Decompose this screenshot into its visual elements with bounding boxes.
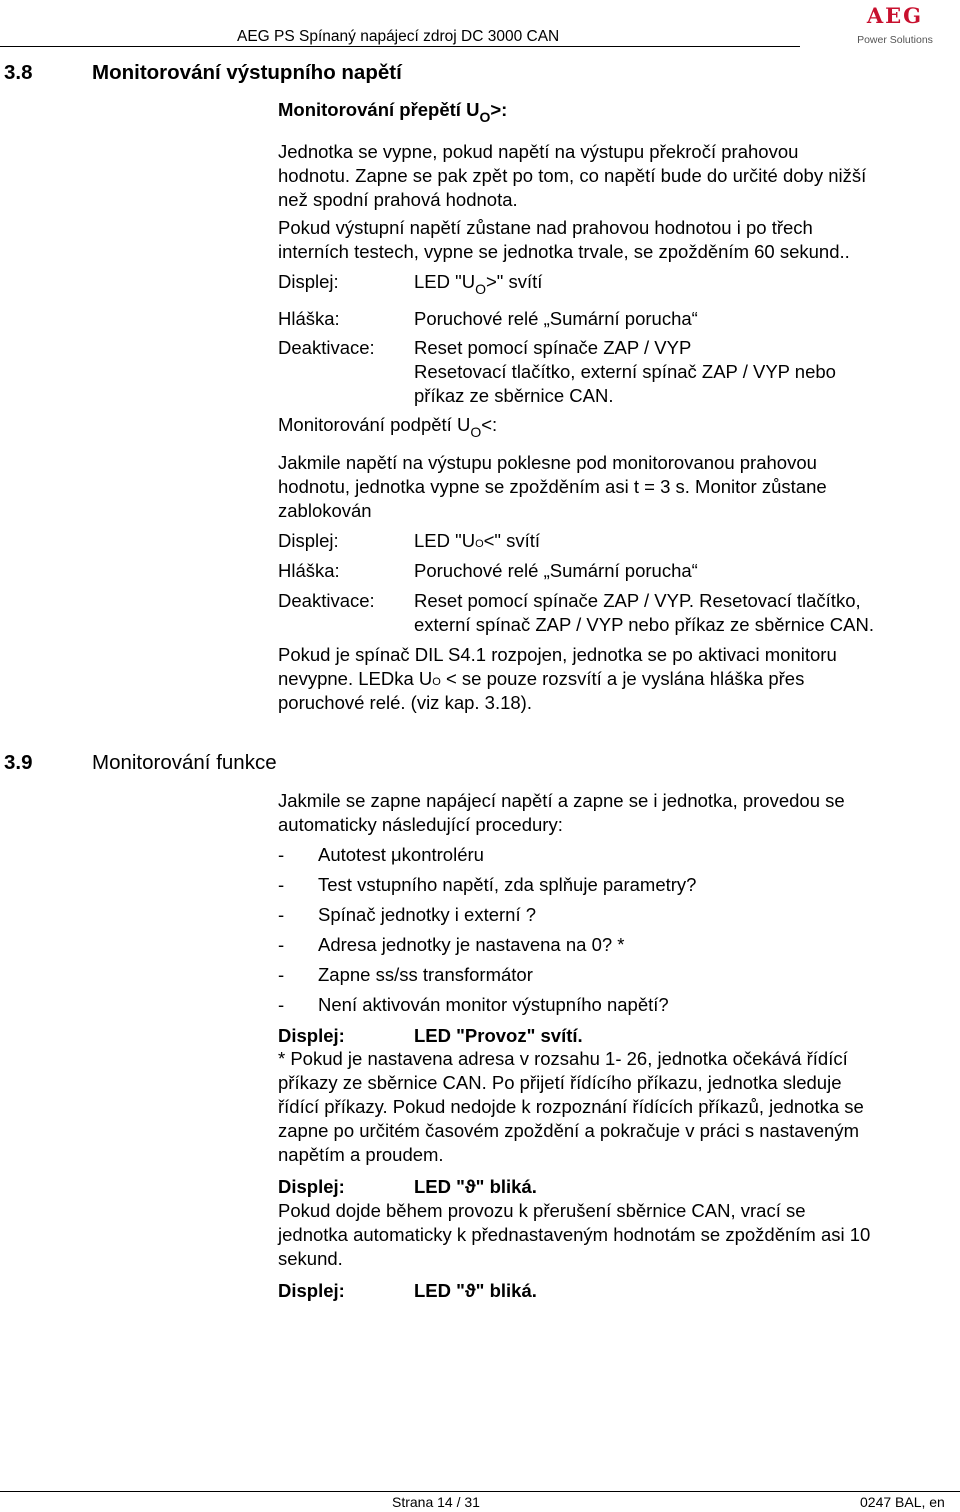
hlaska-value: Poruchové relé „Sumární porucha“ [414,308,698,329]
displej-label: Displej: [278,271,339,292]
hlaska-label: Hláška: [278,308,340,329]
paragraph-line: Jakmile se zapne napájecí napětí a zapne se i jednotka, provedou se [278,790,845,811]
paragraph-line: poruchové relé. (viz kap. 3.18). [278,692,532,713]
paragraph-line: napětím a proudem. [278,1144,444,1165]
section-number: 3.9 [4,751,33,774]
led-undervoltage-value: LED "UO<" svítí [414,530,541,551]
deaktivace-line: Reset pomocí spínače ZAP / VYP [414,337,692,358]
paragraph-line: Pokud je spínač DIL S4.1 rozpojen, jednotka se po aktivaci monitoru [278,644,837,665]
displej-label: Displej: [278,1280,345,1301]
list-dash: - [278,874,285,895]
deaktivace-line: příkaz ze sběrnice CAN. [414,385,614,406]
deaktivace-line: externí spínač ZAP / VYP nebo příkaz ze sběrnice CAN. [414,614,874,635]
displej-label: Displej: [278,1176,345,1197]
logo-brand: AEG [866,3,924,28]
paragraph-line: řídící příkazy. Pokud nedojde k rozpoznání řídících příkazů, jednotka se [278,1096,864,1117]
section-title: Monitorování funkce [92,751,277,774]
deaktivace-line: Resetovací tlačítko, externí spínač ZAP / VYP nebo [414,361,836,382]
paragraph-line: * Pokud je nastavena adresa v rozsahu 1- 26, jednotka očekává řídící [278,1048,848,1069]
list-dash: - [278,934,285,955]
paragraph-line: než spodní prahová hodnota. [278,189,518,210]
deaktivace-line: Reset pomocí spínače ZAP / VYP. Resetovací tlačítko, [414,590,861,611]
paragraph-line: nevypne. LEDka UO < se pouze rozsvítí a je vyslána hláška přes [278,668,805,689]
list-dash: - [278,964,285,985]
list-item: Test vstupního napětí, zda splňuje parametry? [318,874,697,895]
paragraph-line: interních testech, vypne se jednotka trvale, se zpožděním 60 sekund.. [278,241,850,262]
paragraph-line: Pokud výstupní napětí zůstane nad prahovou hodnotou i po třech [278,217,813,238]
footer-rule [0,1491,960,1492]
list-dash: - [278,994,285,1015]
document-header-title: AEG PS Spínaný napájecí zdroj DC 3000 CAN [237,28,560,45]
hlaska-label: Hláška: [278,560,340,581]
led-provoz-value: LED "Provoz" svítí. [414,1025,583,1046]
list-item: Není aktivován monitor výstupního napětí? [318,994,669,1015]
list-dash: - [278,844,285,865]
section-number: 3.8 [4,61,33,84]
paragraph-line: automaticky následující procedury: [278,814,563,835]
paragraph-line: Jednotka se vypne, pokud napětí na výstupu překročí prahovou [278,141,799,162]
list-item: Adresa jednotky je nastavena na 0? * [318,934,625,955]
paragraph-line: hodnotu. Zapne se pak zpět po tom, co napětí bude do určité doby nižší [278,165,867,186]
paragraph-line: hodnotu, jednotka vypne se zpožděním asi t = 3 s. Monitor zůstane [278,476,827,497]
paragraph-line: zapne po určitém časovém zpoždění a pokračuje v práci s nastaveným [278,1120,859,1141]
list-item: Autotest μkontroléru [318,844,484,865]
paragraph-line: Jakmile napětí na výstupu poklesne pod monitorovanou prahovou [278,452,817,473]
page-number: Strana 14 / 31 [392,1494,480,1510]
led-theta-value: LED "ϑ" bliká. [414,1280,537,1301]
paragraph-line: Pokud dojde během provozu k přerušení sběrnice CAN, vrací se [278,1200,806,1221]
list-dash: - [278,904,285,925]
deaktivace-label: Deaktivace: [278,337,375,358]
led-overvoltage-value: LED "$U_O>$" svítí [414,271,543,297]
paragraph-line: jednotka automaticky k přednastaveným hodnotám se zpožděním asi 10 [278,1224,871,1245]
list-item: Zapne ss/ss transformátor [318,964,533,985]
aeg-logo [850,4,940,46]
document-code: 0247 BAL, en [860,1494,945,1510]
logo-subtitle: Power Solutions [857,34,933,46]
displej-label: Displej: [278,530,339,551]
led-theta-value: LED "ϑ" bliká. [414,1176,537,1197]
list-item: Spínač jednotky i externí ? [318,904,537,925]
undervoltage-heading: Monitorování podpětí $U_O<$: [278,414,498,440]
paragraph-line: příkazy ze sběrnice CAN. Po přijetí řídícího příkazu, jednotka sleduje [278,1072,842,1093]
displej-label: Displej: [278,1025,345,1046]
hlaska-value: Poruchové relé „Sumární porucha“ [414,560,698,581]
paragraph-line: sekund. [278,1248,343,1269]
header-rule [0,46,800,47]
section-title: Monitorování výstupního napětí [92,61,402,84]
paragraph-line: zablokován [278,500,372,521]
overvoltage-heading: Monitorování přepětí $U_O>$: [278,99,508,125]
deaktivace-label: Deaktivace: [278,590,375,611]
